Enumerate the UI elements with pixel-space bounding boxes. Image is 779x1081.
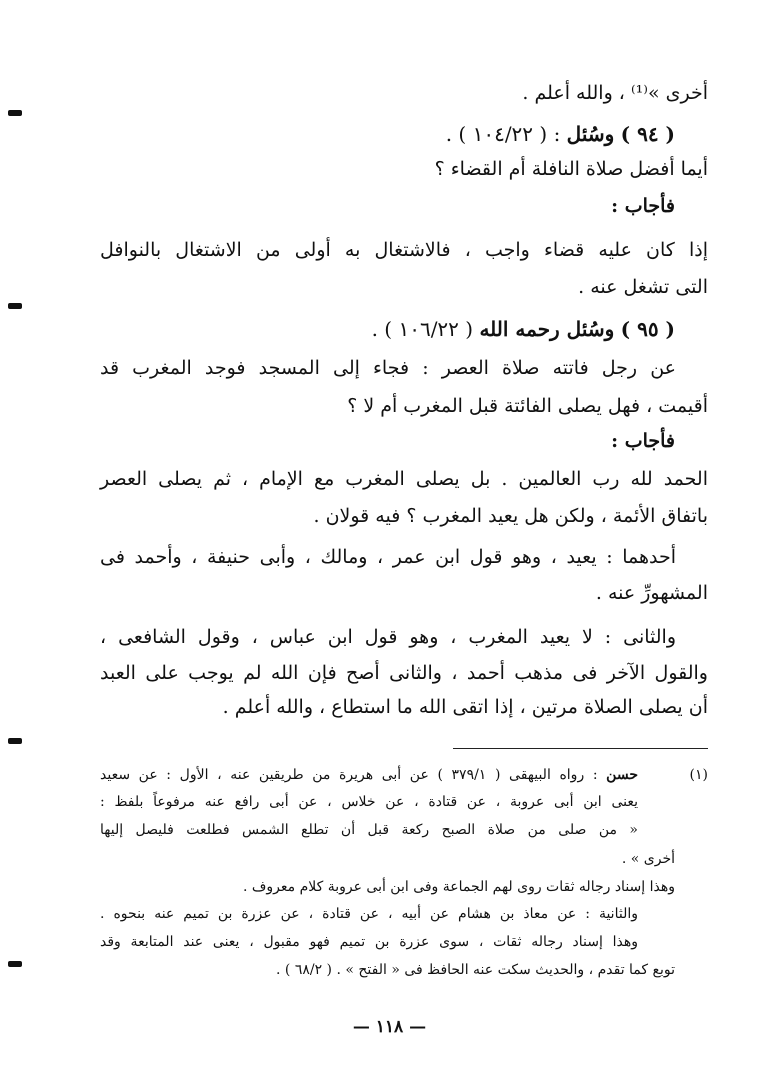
footnote-line-1-text: : رواه البيهقى ( ٣٧٩/١ ) عن أبى هريرة من طريقين عنه ، الأول : عن سعيد: [100, 767, 598, 783]
edge-mark-1: [8, 110, 22, 116]
page-number: — ١١٨ —: [352, 1017, 427, 1037]
edge-mark-4: [8, 961, 22, 967]
footnote-line-6: والثانية : عن معاذ بن هشام عن أبيه ، عن قتادة ، عن عزرة بن تميم عنه بنحوه .: [100, 906, 638, 922]
answer-94-line-1: إذا كان عليه قضاء واجب ، فالاشتغال به أولى من الاشتغال بالنوافل: [100, 239, 708, 261]
footnote-line-3: « من صلى من صلاة الصبح ركعة قبل أن تطلع الشمس فطلعت فليصل إليها: [100, 822, 638, 838]
answer-label-95: فأجاب :: [611, 430, 675, 452]
question-94-heading: [446, 121, 675, 147]
footnote-line-2: يعنى ابن أبى عروبة ، عن قتادة ، عن خلاس ، عن أبى رافع عنه مرفوعاً بلفظ :: [100, 794, 638, 810]
question-95-heading: [372, 316, 675, 342]
edge-mark-2: [8, 303, 22, 309]
edge-mark-3: [8, 738, 22, 744]
question-94-text: أيما أفضل صلاة النافلة أم القضاء ؟: [434, 158, 708, 180]
text-line-1: أخرى »⁽¹⁾ ، والله أعلم .: [522, 82, 708, 104]
footnote-separator: [453, 748, 708, 749]
answer-label-94: فأجاب :: [611, 195, 675, 217]
question-95-line-2: أقيمت ، فهل يصلى الفائتة قبل المغرب أم لا ؟: [347, 395, 708, 417]
question-95-word: وسُئل رحمه الله: [479, 317, 615, 341]
question-94-number: ( ٩٤ ): [620, 122, 675, 146]
question-95-line-1: عن رجل فاتته صلاة العصر : فجاء إلى المسجد فوجد المغرب قد: [100, 357, 676, 379]
answer-95-line-7: أن يصلى الصلاة مرتين ، إذا اتقى الله ما استطاع ، والله أعلم .: [222, 696, 708, 718]
answer-95-line-5: والثانى : لا يعيد المغرب ، وهو قول ابن عباس ، وقول الشافعى ،: [100, 626, 676, 648]
answer-95-line-3: أحدهما : يعيد ، وهو قول ابن عمر ، ومالك ، وأبى حنيفة ، وأحمد فى: [100, 546, 676, 568]
answer-95-line-1: الحمد لله رب العالمين . بل يصلى المغرب مع الإمام ، ثم يصلى العصر: [100, 468, 708, 490]
footnote-line-5: وهذا إسناد رجاله ثقات روى لهم الجماعة وفى ابن أبى عروبة كلام معروف .: [242, 879, 675, 895]
footnote-line-7: وهذا إسناد رجاله ثقات ، سوى عزرة بن تميم فهو مقبول ، يعنى عند المتابعة وقد: [100, 934, 638, 950]
question-94-word: وسُئل: [566, 122, 615, 146]
footnote-line-4: أخرى » .: [621, 851, 675, 867]
footnote-line-8: توبع كما تقدم ، والحديث سكت عنه الحافظ فى « الفتح » . ( ٦٨/٢ ) .: [276, 962, 675, 978]
question-95-reference: ( ١٠٦/٢٢ ) .: [371, 317, 474, 341]
answer-95-line-6: والقول الآخر فى مذهب أحمد ، والثانى أصح فإن الله لم يوجب على العبد: [100, 662, 708, 684]
answer-95-line-2: باتفاق الأئمة ، ولكن هل يعيد المغرب ؟ فيه قولان .: [313, 505, 708, 527]
footnote-number: (١): [689, 767, 708, 783]
question-94-reference: : ( ١٠٤/٢٢ ) .: [445, 122, 561, 146]
footnote-line-1: [100, 765, 638, 785]
question-95-number: ( ٩٥ ): [620, 317, 675, 341]
answer-94-line-2: التى تشغل عنه .: [578, 276, 708, 298]
footnote-grade: حسن: [606, 767, 638, 783]
answer-95-line-4: المشهورِّ عنه .: [595, 582, 708, 604]
